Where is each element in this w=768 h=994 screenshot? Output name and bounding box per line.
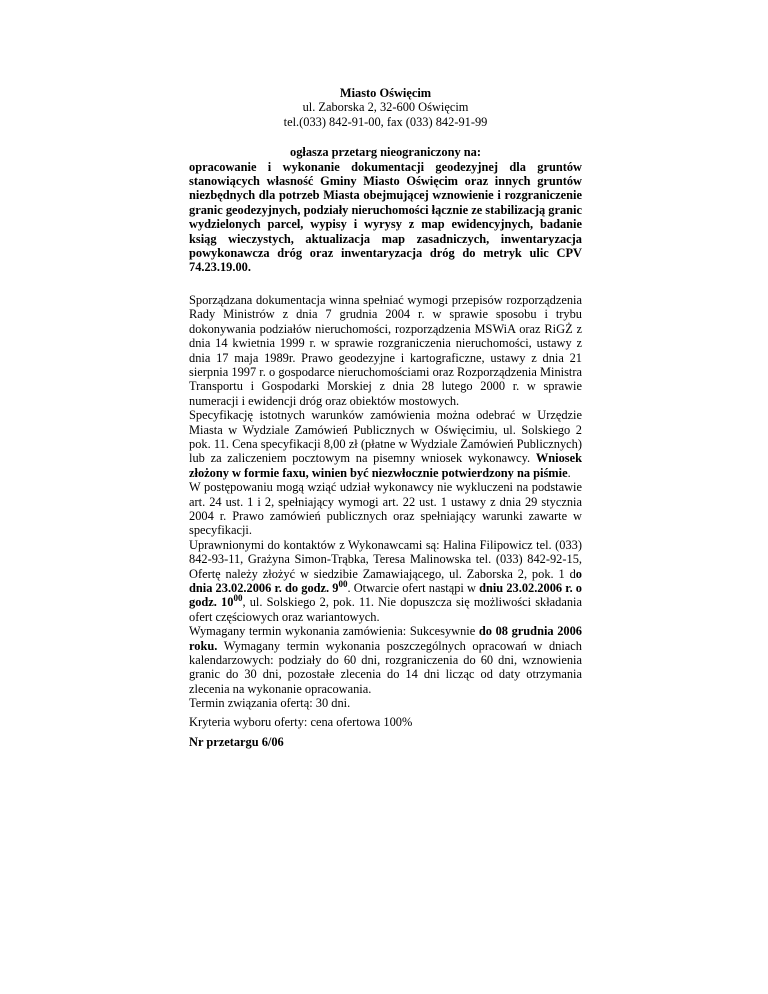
- opening-place: , ul. Solskiego 2, pok. 11. Nie dopuszcza się możliwości składania ofert częściowych oraz wariantowych.: [189, 595, 582, 624]
- paragraph-deadline: [189, 624, 582, 696]
- issuer-name: Miasto Oświęcim: [339, 86, 432, 100]
- deadline-date: do 08 grudnia 2006 roku.: [189, 624, 582, 653]
- announcement-intro: ogłasza przetarg nieograniczony na:: [290, 145, 481, 160]
- paragraph-eligibility: W postępowaniu mogą wziąć udział wykonawcy nie wykluczeni na podstawie art. 24 ust. 1 i 2, spełniający wymogi art. 22 ust. 1 ustawy z dnia 29 stycznia 2004 r. Prawo zamówień publicznych oraz spełniający warunki zawarte w specyfikacji.: [189, 480, 582, 538]
- issuer-address: ul. Zaborska 2, 32-600 Oświęcim: [302, 100, 469, 115]
- paragraph-specification: [189, 408, 582, 480]
- selection-criteria: Kryteria wyboru oferty: cena ofertowa 100%: [189, 714, 413, 729]
- submission-deadline: o dnia 23.02.2006 r. do godz. 9: [189, 566, 582, 595]
- issuer-phone: tel.(033) 842-91-00, fax (033) 842-91-99: [283, 114, 488, 129]
- paragraph-binding-period: Termin związania ofertą: 30 dni.: [189, 696, 351, 711]
- announcement: [189, 145, 582, 275]
- specification-end: .: [567, 465, 571, 480]
- paragraph-regulations: Sporządzana dokumentacja winna spełniać wymogi przepisów rozporządzenia Rady Ministrów z dnia 7 grudnia 2004 r. w sprawie sposobu i trybu dokonywania podziałów nieruchomości, rozporządzenia MSWiA oraz RiGŻ z dnia 14 kwietnia 1999 r. w sprawie rozgraniczenia nieruchomości, ustawy z dnia 17 maja 1989r. Prawo geodezyjne i kartograficzne, ustawy z dnia 21 sierpnia 1997 r. o gospodarce nieruchomościami oraz Rozporządzenia Ministra Transportu i Gospodarki Morskiej z dnia 28 lutego 2000 r. w sprawie numeracji i ewidencji dróg oraz obiektów mostowych.: [189, 292, 582, 408]
- specification-text: Specyfikację istotnych warunków zamówienia można odebrać w Urzędzie Miasta w Wydziale Zamówień Publicznych w Oświęcimiu, ul. Solskiego 2 pok. 11. Cena specyfikacji 8,00 zł (płatne w Wydziale Zamówień Publicznych) lub za zaliczeniem pocztowym na pisemny wniosek wykonawcy.: [189, 408, 582, 466]
- header: [189, 86, 582, 129]
- deadline-text: Wymagany termin wykonania zamówienia: Sukcesywnie: [189, 624, 479, 639]
- announcement-subject: opracowanie i wykonanie dokumentacji geodezyjnej dla gruntów stanowiących własność Gminy Miasto Oświęcim oraz innych gruntów niezbędnych dla potrzeb Miasta obejmującej wznowienie i rozgraniczenie granic geodezyjnych, podziały nieruchomości łącznie ze stabilizacją granic wydzielonych parcel, wypisy i wyrysy z map ewidencyjnych, badanie ksiąg wieczystych, aktualizacja map zasadniczych, inwentaryzacja powykonawcza dróg oraz inwentaryzacja dróg do metryk ulic CPV 74.23.19.00.: [189, 159, 582, 275]
- document-page: [189, 86, 582, 749]
- opening-minutes: 00: [233, 593, 243, 604]
- opening-date: dniu 23.02.2006 r. o godz. 10: [189, 581, 582, 610]
- announcement-body: [189, 293, 582, 750]
- contacts-text: Uprawnionymi do kontaktów z Wykonawcami są: Halina Filipowicz tel. (033) 842-93-11, Grażyna Simon-Trąbka, Teresa Malinowska tel. (033) 842-92-15, Ofertę należy złożyć w siedzibie Zamawiającego, ul. Zaborska 2, pok. 1 d: [189, 537, 582, 581]
- tender-number: Nr przetargu 6/06: [189, 735, 284, 750]
- opening-text: . Otwarcie ofert nastąpi w: [347, 581, 480, 595]
- fax-notice: Wniosek złożony w formie faxu, winien być niezwłocznie potwierdzony na piśmie: [189, 451, 582, 480]
- deadline-details: Wymagany termin wykonania poszczególnych opracowań w dniach kalendarzowych: podziały do 60 dni, rozgraniczenia do 60 dni, wznowienia granic do 30 dni, pozostałe zlecenia do 14 dni licząc od daty otrzymania zlecenia na wykonanie opracowania.: [189, 638, 582, 696]
- paragraph-contacts: [189, 538, 582, 624]
- submission-minutes: 00: [338, 579, 348, 589]
